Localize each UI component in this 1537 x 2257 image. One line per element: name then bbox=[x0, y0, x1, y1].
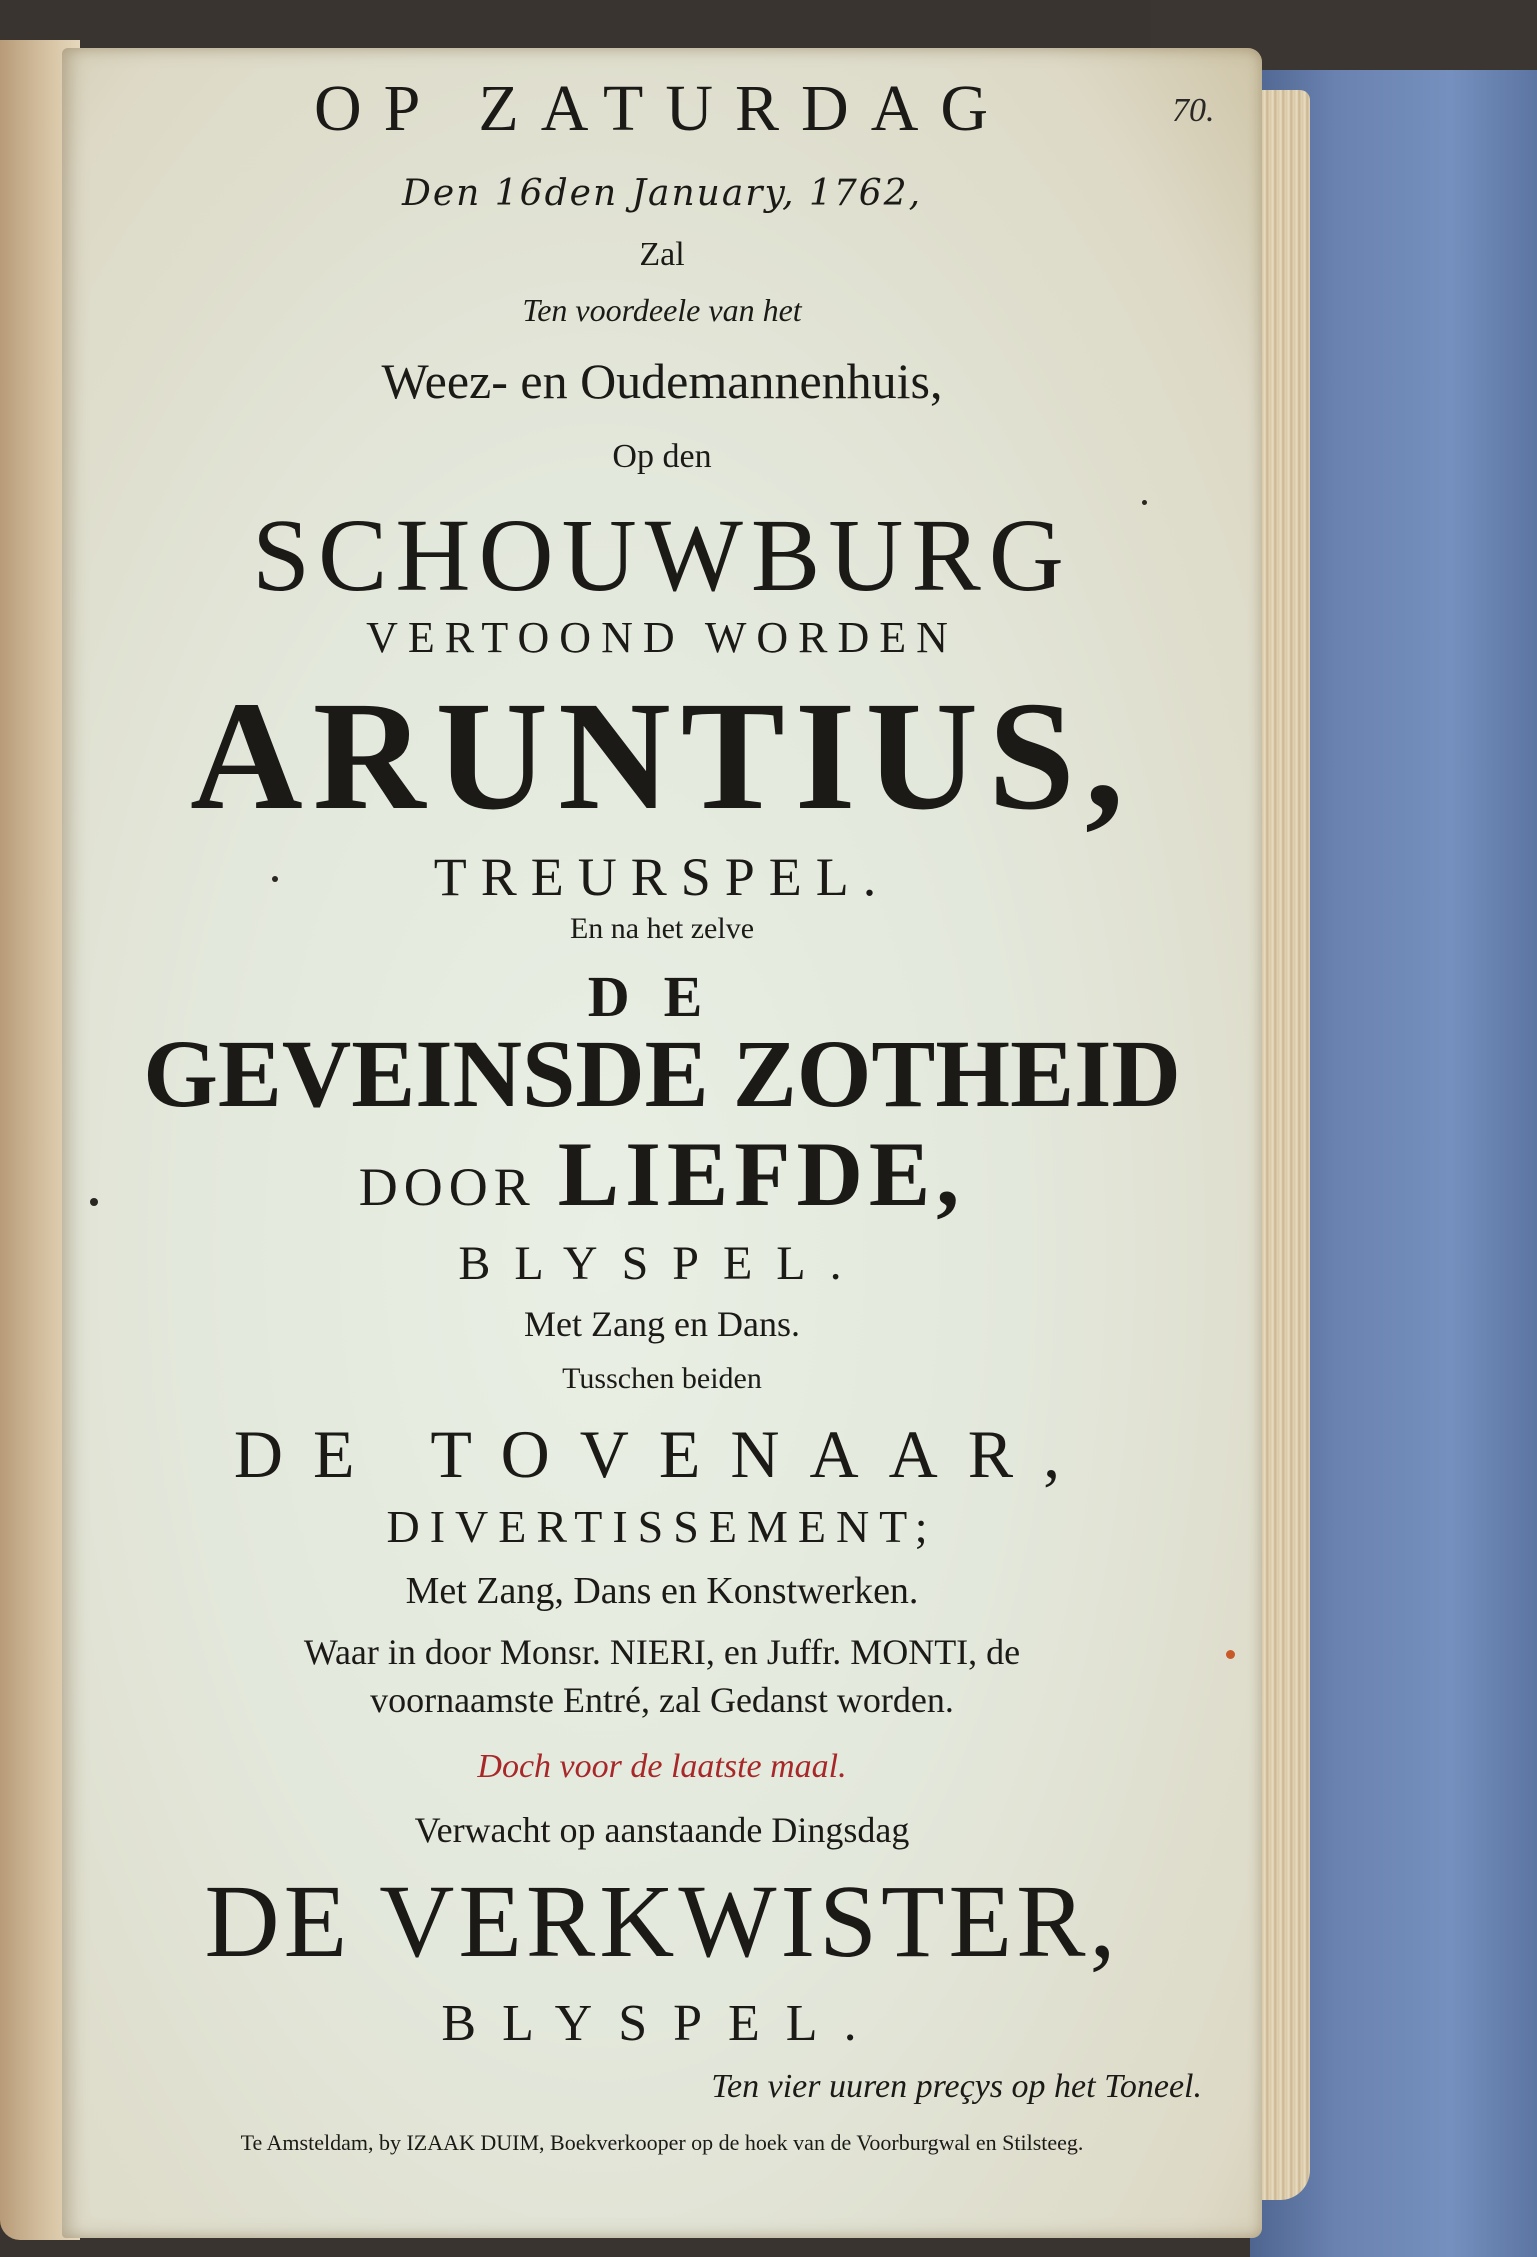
headline-date: OP ZATURDAG bbox=[313, 72, 1011, 145]
genre-divertissement: DIVERTISSEMENT; bbox=[386, 1501, 938, 1552]
date-line: Den 16den January, 1762, bbox=[401, 173, 923, 214]
curtain-time: Ten vier uuren preçys op het Toneel. bbox=[711, 2068, 1202, 2105]
paper-speck bbox=[1142, 500, 1147, 505]
play-title-tovenaar: DE TOVENAAR, bbox=[233, 1416, 1091, 1492]
beneficiary-line: Weez- en Oudemannenhuis, bbox=[381, 353, 943, 409]
vertoond-worden: VERTOOND WORDEN bbox=[366, 613, 958, 662]
paper-speck bbox=[90, 1198, 98, 1206]
upcoming-line: Verwacht op aanstaande Dingsdag bbox=[414, 1810, 910, 1850]
genre-treurspel: TREURSPEL. bbox=[433, 847, 891, 907]
benefit-line: Ten voordeele van het bbox=[522, 292, 802, 328]
imprint-line: Te Amsteldam, by IZAAK DUIM, Boekverkooper op de hoek van de Voorburgwal en Stilsteeg. bbox=[240, 2130, 1084, 2155]
text-op-den: Op den bbox=[612, 438, 712, 475]
text-door: DOOR bbox=[358, 1157, 536, 1217]
playbill-page bbox=[62, 48, 1262, 2238]
last-time-notice: Doch voor de laatste maal. bbox=[477, 1748, 847, 1785]
dancers-line: Waar in door Monsr. NIERI, en Juffr. MONTI, de bbox=[303, 1632, 1021, 1672]
entre-line: voornaamste Entré, zal Gedanst worden. bbox=[370, 1680, 954, 1720]
text-de: DE bbox=[587, 964, 737, 1029]
play-title-geveinsde-zotheid: GEVEINSDE ZOTHEID bbox=[143, 1020, 1181, 1127]
play-title-aruntius: ARUNTIUS, bbox=[190, 669, 1134, 842]
genre-blyspel-1: BLYSPEL. bbox=[458, 1237, 866, 1290]
folio-number: 70. bbox=[1172, 92, 1215, 129]
met-zang-dans-konstwerken: Met Zang, Dans en Konstwerken. bbox=[405, 1570, 919, 1612]
text-liefde: LIEFDE, bbox=[557, 1123, 966, 1225]
paper-speck bbox=[272, 876, 278, 882]
genre-blyspel-2: BLYSPEL. bbox=[441, 1995, 883, 2052]
tusschen-beiden: Tusschen beiden bbox=[562, 1362, 762, 1395]
play-title-verkwister: DE VERKWISTER, bbox=[204, 1864, 1120, 1979]
text-zal: Zal bbox=[639, 236, 685, 273]
venue-title: SCHOUWBURG bbox=[252, 498, 1072, 613]
paper-speck-red bbox=[1226, 1650, 1235, 1659]
met-zang-en-dans: Met Zang en Dans. bbox=[524, 1304, 800, 1344]
text-en-na-het-zelve: En na het zelve bbox=[569, 912, 755, 945]
door-liefde-line bbox=[62, 1123, 1262, 1225]
